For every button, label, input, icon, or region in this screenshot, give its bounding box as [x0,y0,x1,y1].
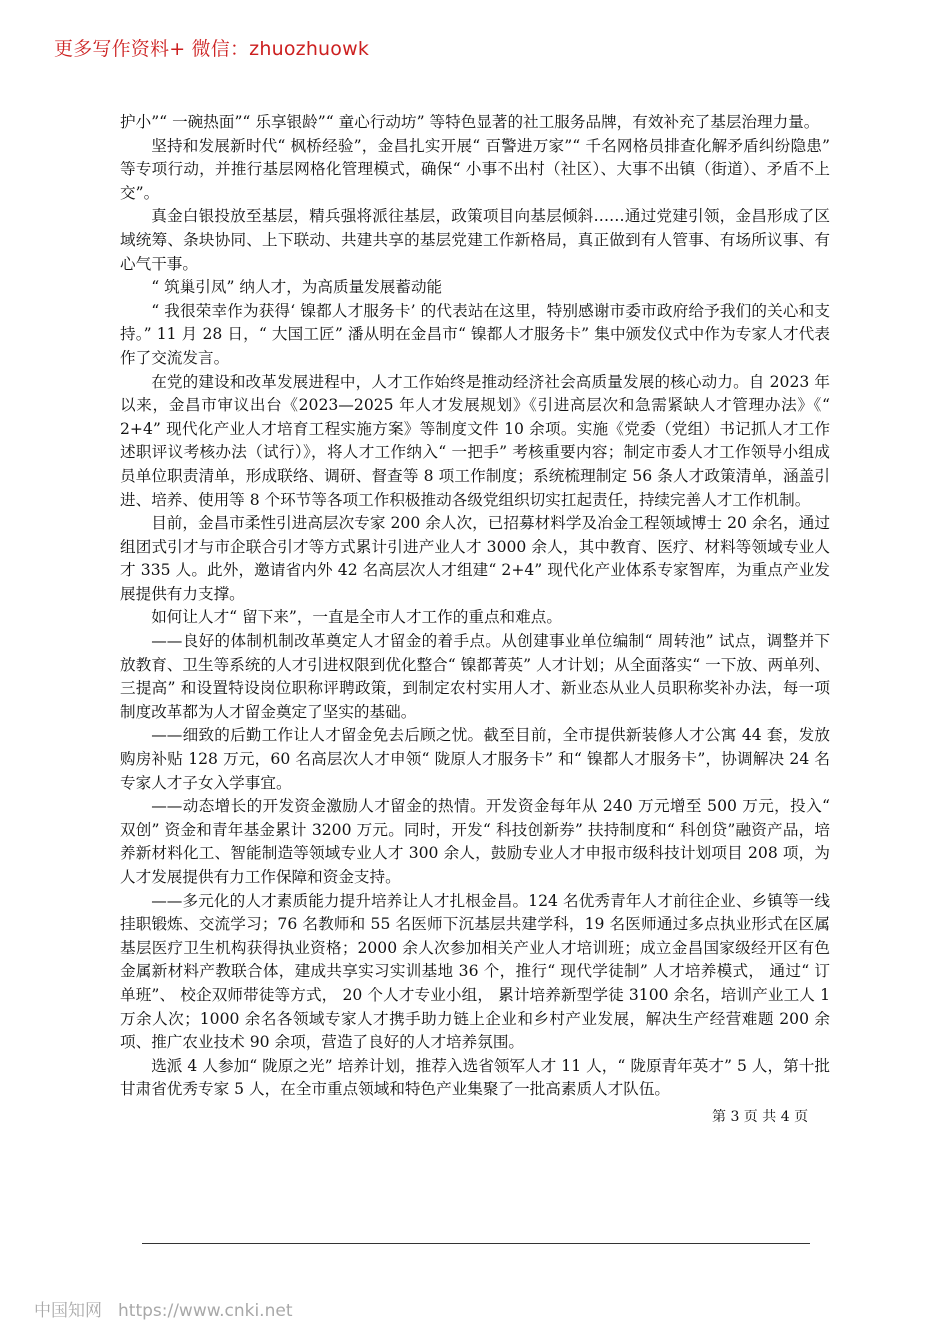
paragraph: 坚持和发展新时代“ 枫桥经验”，金昌扎实开展“ 百警进万家”“ 千名网格员排查化解矛盾纠纷隐患” 等专项行动，并推行基层网格化管理模式，确保“ 小事不出村（社区）、大事不出镇（街道）、矛盾不上交”。 [120,136,830,202]
paragraph: ——多元化的人才素质能力提升培养让人才扎根金昌。124 名优秀青年人才前往企业、乡镇等一线挂职锻炼、交流学习；76 名教师和 55 名医师下沉基层共建学科，19 名医师通过多点执业形式在区属基层医疗卫生机构获得执业资格；2000 余人次参加相关产业人才培训班；成立金昌国家级经开区有色金属新材料产教联合体，建成共享实习实训基地 36 个，推行“ 现代学徒制” 人才培养模式， 通过“ 订单班”、 校企双师带徒等方式， 20 个人才专业小组， 累计培养新型学徒 3100 余名，培训产业工人 1 万余人次；1000 余名各领域专家人才携手助力链上企业和乡村产业发展，解决生产经营难题 200 余项、推广农业技术 90 余项，营造了良好的人才培养氛围。 [120,891,830,1052]
paragraph: “ 我很荣幸作为获得‘ 镍都人才服务卡’ 的代表站在这里，特别感谢市委市政府给予我们的关心和支持。” 11 月 28 日，“ 大国工匠” 潘从明在金昌市“ 镍都人才服务卡” 集中颁发仪式中作为专家人才代表作了交流发言。 [120,301,830,367]
paragraph: 真金白银投放至基层，精兵强将派往基层，政策项目向基层倾斜……通过党建引领，金昌形成了区域统筹、条块协同、上下联动、共建共享的基层党建工作新格局，真正做到有人管事、有场所议事、有心气干事。 [120,207,830,273]
watermark-brand: 中国知网 [34,1301,102,1321]
watermark-url: https://www.cnki.net [118,1301,293,1321]
page-number: 第 3 页 共 4 页 [712,1109,809,1125]
footer-divider [142,1243,810,1244]
paragraph: 选派 4 人参加“ 陇原之光” 培养计划，推荐入选省领军人才 11 人，“ 陇原青年英才” 5 人，第十批甘肃省优秀专家 5 人，在全市重点领域和特色产业集聚了一批高素质人才队伍。 [120,1056,830,1099]
paragraph: 如何让人才“ 留下来”，一直是全市人才工作的重点和难点。 [151,608,562,627]
article-body [120,111,830,1102]
promo-header: 更多写作资料+ 微信：zhuozhuowk [54,38,370,60]
cnki-watermark [34,1296,308,1321]
paragraph: 护小”“ 一碗热面”“ 乐享银龄”“ 童心行动坊” 等特色显著的社工服务品牌，有效补充了基层治理力量。 [120,113,820,131]
paragraph: ——细致的后勤工作让人才留金免去后顾之忧。截至目前，全市提供新装修人才公寓 44 套，发放购房补贴 128 万元，60 名高层次人才申领“ 陇原人才服务卡” 和“ 镍都人才服务卡”，协调解决 24 名专家人才子女入学事宜。 [120,726,830,792]
paragraph: ——动态增长的开发资金激励人才留金的热情。开发资金每年从 240 万元增至 500 万元，投入“ 双创” 资金和青年基金累计 3200 万元。同时，开发“ 科技创新券” 扶持制度和“ 科创贷”融资产品，培养新材料化工、智能制造等领域专业人才 300 余人，鼓励专业人才申报市级科技计划项目 208 项，为人才发展提供有力工作保障和资金支持。 [120,797,830,886]
paragraph: ——良好的体制机制改革奠定人才留金的着手点。从创建事业单位编制“ 周转池” 试点，调整并下放教育、卫生等系统的人才引进权限到优化整合“ 镍都菁英” 人才计划；从全面落实“ 一下放、两单列、三提高” 和设置特设岗位职称评聘政策，到制定农村实用人才、新业态从业人员职称奖补办法，每一项制度改革都为人才留金奠定了坚实的基础。 [120,632,830,721]
paragraph: 目前，金昌市柔性引进高层次专家 200 余人次，已招募材料学及冶金工程领域博士 20 余名，通过组团式引才与市企联合引才等方式累计引进产业人才 3000 余人，其中教育、医疗、材料等领域专业人才 335 人。此外，邀请省内外 42 名高层次人才组建“ 2+4” 现代化产业体系专家智库，为重点产业发展提供有力支撑。 [120,514,830,603]
paragraph: 在党的建设和改革发展进程中，人才工作始终是推动经济社会高质量发展的核心动力。自 2023 年以来，金昌市审议出台《2023—2025 年人才发展规划》《引进高层次和急需紧缺人才管理办法》《“ 2+4” 现代化产业人才培育工程实施方案》等制度文件 10 余项。实施《党委（党组）书记抓人才工作述职评议考核办法（试行）》，将人才工作纳入“ 一把手” 考核重要内容；制定市委人才工作领导小组成员单位职责清单，形成联络、调研、督查等 8 项工作制度；系统梳理制定 56 条人才政策清单，涵盖引进、培养、使用等 8 个环节等各项工作积极推动各级党组织切实扛起责任，持续完善人才工作机制。 [120,372,830,509]
section-heading: “ 筑巢引凤” 纳人才，为高质量发展蓄动能 [151,278,443,297]
